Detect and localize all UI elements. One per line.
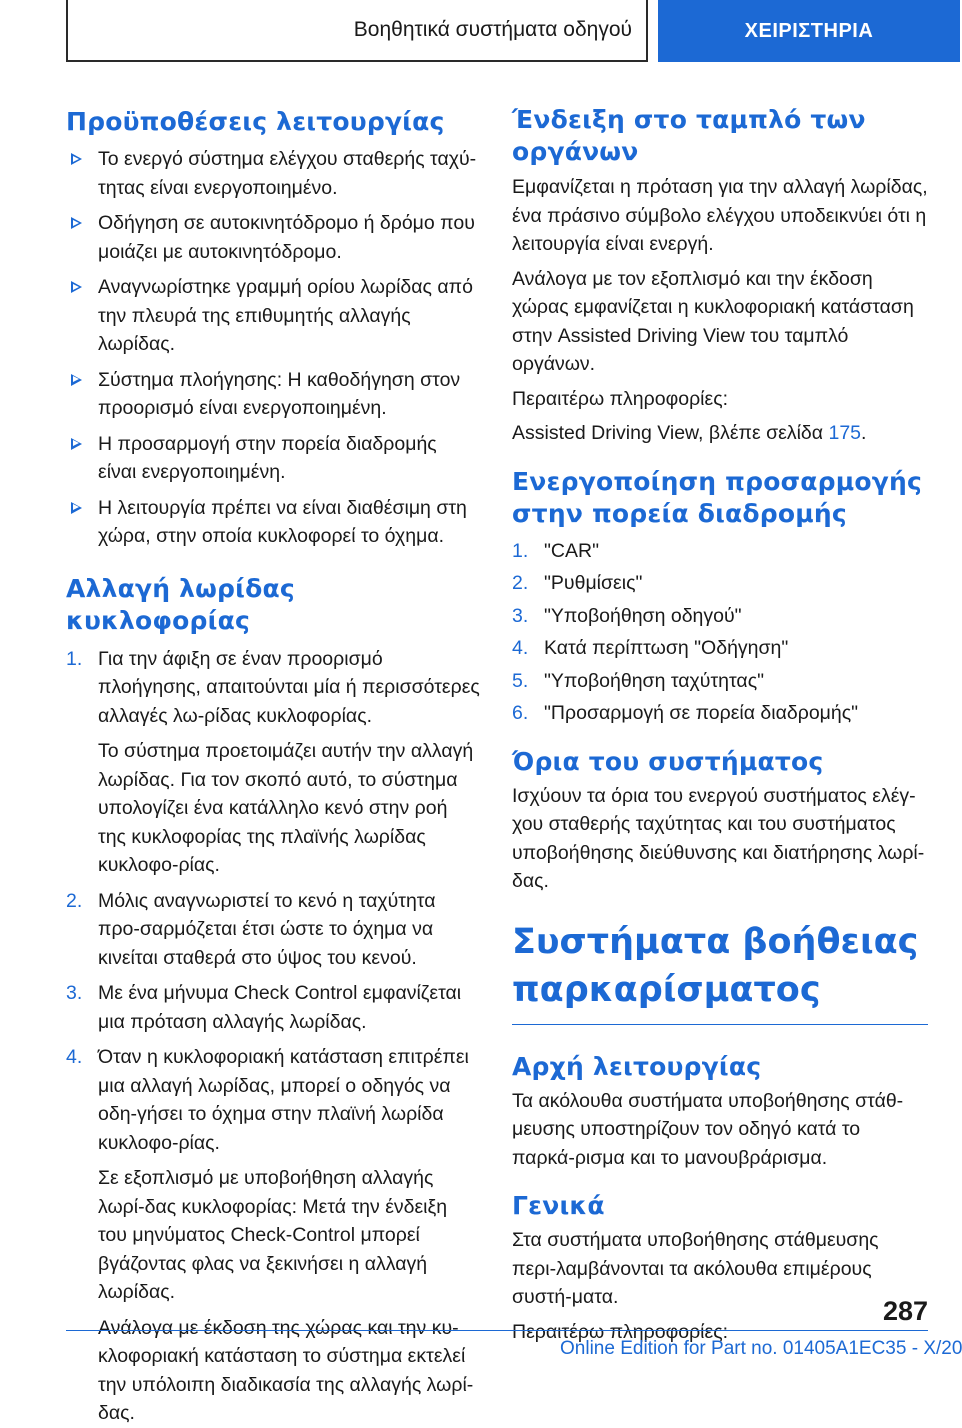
step-item (512, 569, 928, 598)
step-item (512, 667, 928, 696)
step-text: Για την άφιξη σε έναν προορισμό πλοήγησης, απαιτούνται μία ή περισσότερες αλλαγές λω-ρίδας κυκλοφορίας. (98, 647, 480, 727)
header-title: Βοηθητικά συστήματα οδηγού (353, 18, 632, 41)
step-text: Κατά περίπτωση "Οδήγηση" (544, 637, 789, 659)
step-number: 3. (512, 604, 529, 627)
left-column (66, 100, 480, 1428)
step-number: 2. (512, 572, 529, 594)
list-item-text: Η προσαρμογή στην πορεία διαδρομής είναι ενεργοποιημένη. (98, 432, 437, 483)
triangle-bullet-icon (71, 153, 82, 165)
step-item (66, 887, 480, 973)
step-number: 3. (66, 982, 83, 1004)
step-number: 2. (66, 889, 83, 912)
paragraph: Στα συστήματα υποβοήθησης στάθμευσης περι-λαμβάνονται τα ακόλουθα επιμέρους συστή-ματα. (512, 1229, 879, 1308)
step-item (66, 645, 480, 880)
step-text: Μόλις αναγνωριστεί το κενό η ταχύτητα προ-σαρμόζεται έτσι ώστε το όχημα να κινείται σταθερά στο ύψος του κενού. (98, 889, 436, 969)
reference-suffix: . (861, 422, 867, 444)
prerequisites-list (66, 145, 480, 551)
step-item (512, 699, 928, 728)
step-text: "Υποβοήθηση ταχύτητας" (544, 669, 765, 692)
reference-text: Assisted Driving View, βλέπε σελίδα (512, 422, 829, 444)
heading-operating-principle: Αρχή λειτουργίας (512, 1051, 762, 1081)
step-item (66, 1043, 480, 1428)
step-subtext: Σε εξοπλισμό με υποβοήθηση αλλαγής λωρί-δας κυκλοφορίας: Μετά την ένδειξη του μηνύματος Check-Control μπορεί βγάζοντας φλας να ξεκινήσει η αλλαγή λωρίδας. (98, 1167, 448, 1303)
list-item-text: Οδήγηση σε αυτοκινητόδρομο ή δρόμο που μοιάζει με αυτοκινητόδρομο. (98, 212, 475, 263)
heading-lane-change: Αλλαγή λωρίδας κυκλοφορίας (66, 573, 295, 635)
step-number: 1. (66, 647, 83, 670)
step-subtext: Ανάλογα με έκδοση της χώρας και την κυ-κλοφοριακή κατάσταση το σύστημα εκτελεί την υπόλοιπη διαδικασία της αλλαγής λωρί-δας. (98, 1316, 474, 1424)
page-number: 287 (882, 1296, 928, 1326)
heading-system-limits: Όρια του συστήματος (512, 746, 824, 776)
step-number: 5. (512, 669, 529, 692)
step-number: 6. (512, 702, 529, 724)
paragraph: Εμφανίζεται η πρόταση για την αλλαγή λωρίδας, ένα πράσινο σύμβολο ελέγχου υποδεικνύει ότι η λειτουργία είναι ενεργή. (512, 176, 928, 255)
header-section-tab: ΧΕΙΡΙΣΤΗΡΙΑ (658, 0, 960, 62)
triangle-bullet-icon (71, 217, 82, 229)
step-number: 1. (512, 539, 529, 562)
step-number: 4. (66, 1046, 83, 1068)
list-item (66, 145, 480, 202)
list-item-text: Το ενεργό σύστημα ελέγχου σταθερής ταχύ-τητας είναι ενεργοποιημένο. (98, 148, 477, 199)
list-item-text: Αναγνωρίστηκε γραμμή ορίου λωρίδας από την πλευρά της επιθυμητής αλλαγής λωρίδας. (98, 276, 473, 355)
paragraph: Ανάλογα με τον εξοπλισμό και την έκδοση χώρας εμφανίζεται η κυκλοφοριακή κατάσταση στην Assisted Driving View του ταμπλό οργάνων. (512, 267, 914, 375)
heading-prerequisites: Προϋποθέσεις λειτουργίας (66, 107, 445, 136)
step-text: Όταν η κυκλοφοριακή κατάσταση επιτρέπει μια αλλαγή λωρίδας, μπορεί ο οδηγός να οδη-γήσει το όχημα στην πλαϊνή λωρίδα κυκλοφο-ρίας. (98, 1046, 469, 1154)
chapter-divider (512, 1024, 928, 1025)
list-item-text: Η λειτουργία πρέπει να είναι διαθέσιμη στη χώρα, στην οποία κυκλοφορεί το όχημα. (98, 496, 467, 547)
step-text: "Υποβοήθηση οδηγού" (544, 604, 742, 627)
list-item (66, 430, 480, 487)
step-text: "Ρυθμίσεις" (544, 572, 643, 594)
triangle-bullet-icon (71, 438, 82, 450)
step-item (512, 537, 928, 566)
step-item (66, 979, 480, 1036)
step-subtext: Το σύστημα προετοιμάζει αυτήν την αλλαγή λωρίδας. Για τον σκοπό αυτό, το σύστημα υπολογίζει ένα κατάλληλο κενό στην ροή της κυκλοφορίας της πλαϊνής λωρίδας κυκλοφο-ρίας. (98, 740, 474, 876)
list-item (66, 209, 480, 266)
list-item (66, 366, 480, 423)
step-item (512, 602, 928, 631)
triangle-bullet-icon (71, 281, 82, 293)
paragraph-reference (512, 419, 928, 448)
step-item (512, 634, 928, 663)
list-item (66, 273, 480, 359)
paragraph: Περαιτέρω πληροφορίες: (512, 1320, 729, 1343)
heading-instrument-display: Ένδειξη στο ταμπλό των οργάνων (512, 105, 866, 166)
header-title-box (66, 0, 648, 62)
paragraph: Ισχύουν τα όρια του ενεργού συστήματος ελέγ-χου σταθερής ταχύτητας και του συστήματος υποβοήθησης διεύθυνσης και διατήρησης λωρί-δας. (512, 784, 925, 892)
step-text: Με ένα μήνυμα Check Control εμφανίζεται μια πρόταση αλλαγής λωρίδας. (98, 982, 462, 1033)
footer-divider (66, 1330, 928, 1331)
lane-change-steps (66, 645, 480, 1428)
route-adaptation-steps (512, 537, 928, 728)
triangle-bullet-icon (71, 374, 82, 386)
heading-route-adaptation: Ενεργοποίηση προσαρμογής στην πορεία διαδρομής (512, 466, 922, 528)
paragraph: Τα ακόλουθα συστήματα υποβοήθησης στάθ-μευσης υποστηρίζουν τον οδηγό κατά το παρκά-ρισμα και το μανουβράρισμα. (512, 1089, 904, 1169)
step-text: "Προσαρμογή σε πορεία διαδρομής" (544, 702, 859, 724)
page-reference-link[interactable]: 175 (828, 422, 862, 444)
chapter-title-parking: Συστήματα βοήθειας παρκαρίσματος (512, 921, 919, 1010)
step-number: 4. (512, 637, 529, 659)
paragraph: Περαιτέρω πληροφορίες: (512, 387, 729, 410)
list-item-text: Σύστημα πλοήγησης: Η καθοδήγηση στον προορισμό είναι ενεργοποιημένη. (98, 368, 461, 419)
list-item (66, 494, 480, 551)
right-column (512, 100, 928, 1346)
triangle-bullet-icon (71, 502, 82, 514)
footer-edition: Online Edition for Part no. 01405A1EC35 - X/20 (560, 1338, 962, 1359)
step-text: "CAR" (544, 539, 600, 562)
heading-general: Γενικά (512, 1191, 605, 1220)
